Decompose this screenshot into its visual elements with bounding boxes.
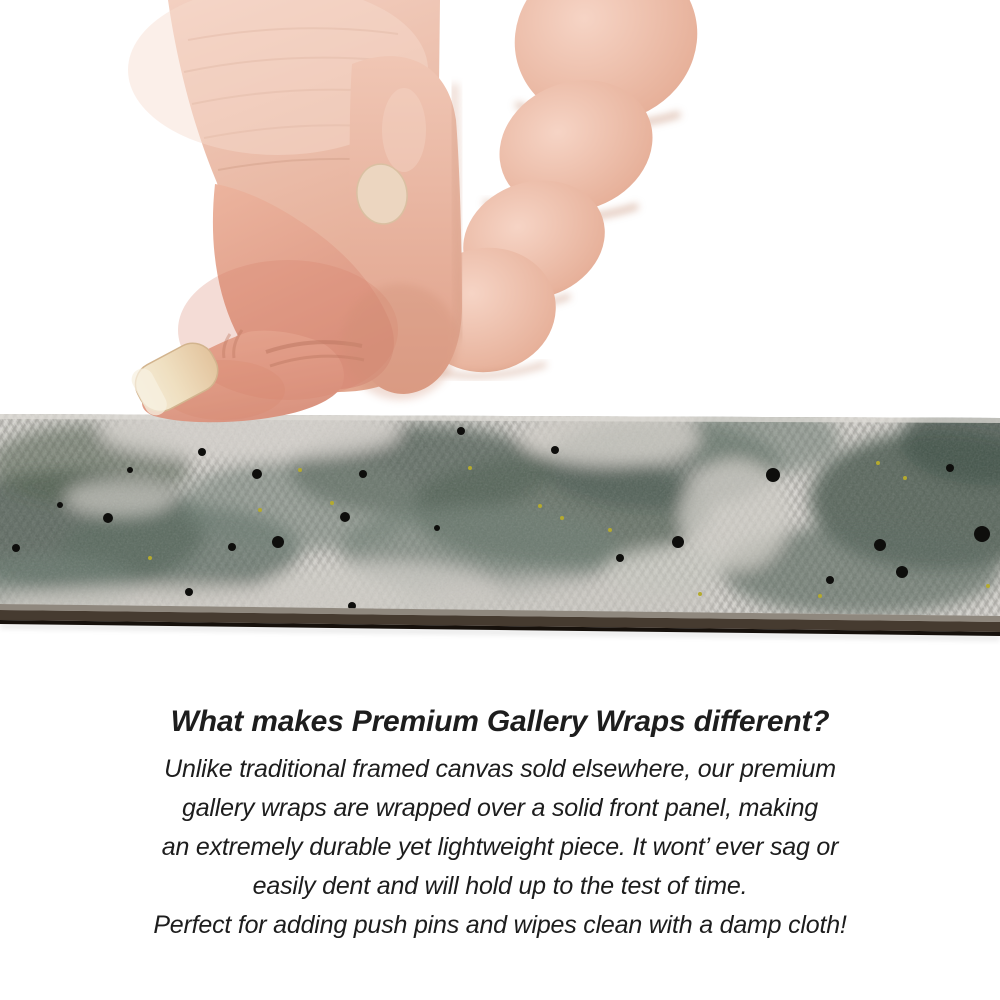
palm-thumb-shadow: [342, 284, 458, 400]
info-line: Perfect for adding push pins and wipes clean with a damp cloth!: [153, 911, 847, 939]
info-line: an extremely durable yet lightweight piece. It wont’ ever sag or: [161, 833, 839, 861]
info-line: Unlike traditional framed canvas sold elsewhere, our premium: [164, 755, 836, 783]
info-line: easily dent and will hold up to the test of time.: [252, 872, 748, 900]
info-heading: What makes Premium Gallery Wraps different?: [170, 705, 830, 738]
canvas-grain: [0, 410, 1000, 620]
hand-photo: [118, 0, 718, 440]
canvas-edge-strip: [0, 410, 1000, 650]
info-text-block: [0, 700, 1000, 945]
info-line: gallery wraps are wrapped over a solid front panel, making: [182, 794, 818, 822]
index-highlight: [382, 88, 426, 172]
finger-separation-shadow: [454, 84, 460, 340]
